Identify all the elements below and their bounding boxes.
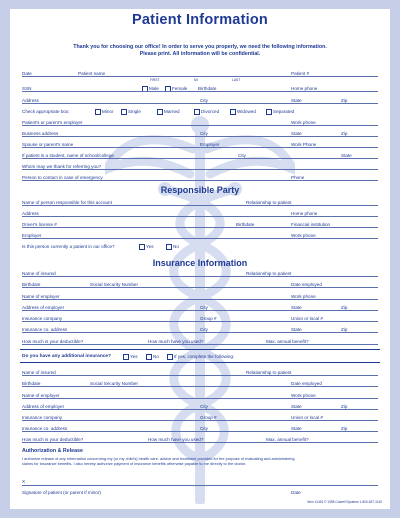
section-divider [20, 349, 380, 350]
check-box-label: Check appropriate box: [22, 109, 70, 114]
employer-address-label: Address of employer [22, 305, 65, 310]
business-address-label: Business address [22, 131, 59, 136]
school-field[interactable] [22, 158, 378, 159]
employer-city-label: City [200, 305, 208, 310]
current-patient-no-label: No [173, 244, 179, 249]
insured-employer-label: Name of employer [22, 294, 60, 299]
insurance-zip-label: Zip [341, 327, 348, 332]
responsible-birthdate-label: Birthdate [236, 222, 255, 227]
address-label: Address [22, 98, 39, 103]
birthdate-label: Birthdate [198, 86, 217, 91]
add-insured-field[interactable] [22, 375, 378, 376]
current-patient-label: Is this person currently a patient in our office? [22, 244, 115, 249]
single-label: Single [128, 109, 141, 114]
responsible-work-phone-label: Work phone [291, 233, 316, 238]
widowed-label: Widowed [237, 109, 256, 114]
add-employer-label: Name of employer [22, 393, 60, 398]
emergency-phone-label: Phone [291, 175, 305, 180]
add-relationship-label: Relationship to patient [246, 370, 292, 375]
insurance-city-label: City [200, 327, 208, 332]
married-label: Married [164, 109, 180, 114]
add-co-address-field[interactable] [22, 431, 378, 432]
school-city-label: City [238, 153, 246, 158]
footer-credit: Item 11434 © 1998 Colwell Systems 1-800-637-1140 [307, 500, 382, 504]
zip-label: Zip [341, 98, 348, 103]
insurance-address-field[interactable] [22, 332, 378, 333]
signature-x-mark: X [22, 479, 26, 484]
add-birthdate-label: Birthdate [22, 381, 41, 386]
insured-field[interactable] [22, 276, 378, 277]
female-label: Female [172, 86, 188, 91]
add-employer-state-label: State [291, 404, 302, 409]
responsible-employer-label: Employer [22, 233, 42, 238]
additional-no-checkbox[interactable] [146, 354, 152, 360]
patient-number-label: Patient # [291, 71, 310, 76]
divorced-label: Divorced [201, 109, 220, 114]
group-number-label: Group # [200, 316, 217, 321]
add-co-city-label: City [200, 426, 208, 431]
additional-insurance-question: Do you have any additional insurance? [22, 354, 112, 359]
license-field[interactable] [22, 227, 378, 228]
responsible-employer-field[interactable] [22, 238, 378, 239]
signature-field[interactable] [22, 485, 378, 486]
male-label: Male [149, 86, 159, 91]
single-checkbox[interactable] [121, 109, 127, 115]
referral-field[interactable] [22, 169, 378, 170]
page-title: Patient Information [132, 12, 268, 28]
city-label: City [200, 98, 208, 103]
state-label: State [291, 98, 302, 103]
spouse-work-phone-label: Work Phone [291, 142, 317, 147]
used-label: How much have you used? [148, 339, 204, 344]
responsible-address-label: Address [22, 211, 39, 216]
current-patient-yes-checkbox[interactable] [139, 244, 145, 250]
separated-label: Separated [273, 109, 295, 114]
add-co-state-label: State [291, 426, 302, 431]
financial-institution-label: Financial institution [291, 222, 331, 227]
union-label: Union or local # [291, 316, 323, 321]
add-used-label: How much have you used? [148, 437, 204, 442]
add-insured-label: Name of insured [22, 370, 56, 375]
authorization-text-2: claims for insurance benefits. I also hereby authorize payment of insurance benefits otherwise payable to me directly to the doctor. [22, 461, 247, 466]
add-employer-address-field[interactable] [22, 409, 378, 410]
add-work-phone-label: Work phone [291, 393, 316, 398]
widowed-checkbox[interactable] [230, 109, 236, 115]
add-company-field[interactable] [22, 420, 378, 421]
additional-no-label: No [153, 354, 159, 359]
address-field[interactable] [22, 103, 378, 104]
add-date-employed-label: Date employed [291, 381, 322, 386]
separated-checkbox[interactable] [266, 109, 272, 115]
insured-relationship-label: Relationship to patient [246, 271, 292, 276]
insured-employer-field[interactable] [22, 299, 378, 300]
emergency-contact-label: Person to contact in case of emergency [22, 175, 103, 180]
employer-zip-label: Zip [341, 305, 348, 310]
employer-label: Patient's or parent's employer [22, 120, 83, 125]
add-max-benefit-label: Max. annual benefit? [266, 437, 309, 442]
spouse-field[interactable] [22, 147, 378, 148]
patient-name-label: Patient name [78, 71, 106, 76]
referral-label: Whom may we thank for referring you? [22, 164, 102, 169]
signature-label: Signature of patient (or parent if minor) [22, 490, 101, 495]
insurance-address-label: Insurance co. address [22, 327, 68, 332]
insured-birthdate-field[interactable] [22, 287, 378, 288]
if-yes-label: If yes, complete the following: [174, 354, 235, 359]
add-employer-city-label: City [200, 404, 208, 409]
responsible-home-phone-label: Home phone [291, 211, 318, 216]
business-state-label: State [291, 131, 302, 136]
date-employed-label: Date employed [291, 282, 322, 287]
spouse-label: Spouse or parent's name [22, 142, 74, 147]
divorced-checkbox[interactable] [194, 109, 200, 115]
employer-field[interactable] [22, 125, 378, 126]
add-birthdate-field[interactable] [22, 386, 378, 387]
insurance-company-label: Insurance company [22, 316, 63, 321]
intro-line-1: Thank you for choosing our office! In order to serve you properly, we need the following information. [73, 44, 327, 50]
add-employer-zip-label: Zip [341, 404, 348, 409]
max-benefit-label: Max. annual benefit? [266, 339, 309, 344]
first-caption: FIRST [150, 78, 160, 82]
responsible-relationship-label: Relationship to patient [246, 200, 292, 205]
school-state-label: State [341, 153, 352, 158]
minor-label: Minor [102, 109, 114, 114]
insurance-company-field[interactable] [22, 321, 378, 322]
work-phone-label: Work phone [291, 120, 316, 125]
current-patient-no-checkbox[interactable] [166, 244, 172, 250]
insured-work-phone-label: Work phone [291, 294, 316, 299]
patient-name-field[interactable] [22, 76, 378, 77]
current-patient-yes-label: Yes [146, 244, 154, 249]
business-address-field[interactable] [22, 136, 378, 137]
married-checkbox[interactable] [157, 109, 163, 115]
insured-label: Name of insured [22, 271, 56, 276]
insured-ssn-label: Social Security Number [90, 282, 138, 287]
ssn-label: SSN [22, 86, 32, 91]
home-phone-label: Home phone [291, 86, 318, 91]
last-caption: LAST [232, 78, 241, 82]
add-employer-field[interactable] [22, 398, 378, 399]
additional-yes-label: Yes [130, 354, 138, 359]
spouse-employer-label: Employer [200, 142, 220, 147]
insured-birthdate-label: Birthdate [22, 282, 41, 287]
add-co-zip-label: Zip [341, 426, 348, 431]
deductible-label: How much is your deductible? [22, 339, 84, 344]
business-city-label: City [200, 131, 208, 136]
employer-state-label: State [291, 305, 302, 310]
authorization-heading: Authorization & Release [22, 448, 83, 454]
add-union-label: Union or local # [291, 415, 323, 420]
responsible-party-heading: Responsible Party [160, 185, 240, 195]
insurance-state-label: State [291, 327, 302, 332]
additional-yes-checkbox[interactable] [123, 354, 129, 360]
minor-checkbox[interactable] [95, 109, 101, 115]
ssn-field[interactable] [22, 91, 378, 92]
intro-line-2: Please print. All information will be confidential. [139, 51, 261, 57]
business-zip-label: Zip [341, 131, 348, 136]
add-company-label: Insurance company [22, 415, 63, 420]
employer-address-field[interactable] [22, 310, 378, 311]
add-ssn-label: Social Security Number [90, 381, 138, 386]
student-label: If patient is a student, name of school/college [22, 153, 114, 158]
section-divider-lower [20, 362, 380, 363]
add-employer-address-label: Address of employer [22, 404, 65, 409]
insurance-heading: Insurance Information [152, 258, 248, 268]
deductible-field[interactable] [22, 344, 378, 345]
patient-information-form [10, 9, 390, 509]
authorization-text-1: I authorize release of any information concerning my (or my child's) health care, advice and treatment provided for the purpose of evaluating and administering [22, 456, 295, 461]
add-co-address-label: Insurance co. address [22, 426, 68, 431]
emergency-contact-field[interactable] [22, 180, 378, 181]
add-deductible-label: How much is your deductible? [22, 437, 84, 442]
additional-if-yes-checkbox[interactable] [167, 354, 173, 360]
license-label: Driver's license # [22, 222, 57, 227]
responsible-name-field[interactable] [22, 205, 378, 206]
mi-caption: MI [194, 78, 198, 82]
signature-date-label: Date [291, 490, 301, 495]
add-group-label: Group # [200, 415, 217, 420]
responsible-address-field[interactable] [22, 216, 378, 217]
date-label: Date [22, 71, 32, 76]
responsible-name-label: Name of person responsible for this account [22, 200, 112, 205]
add-deductible-field[interactable] [22, 442, 378, 443]
